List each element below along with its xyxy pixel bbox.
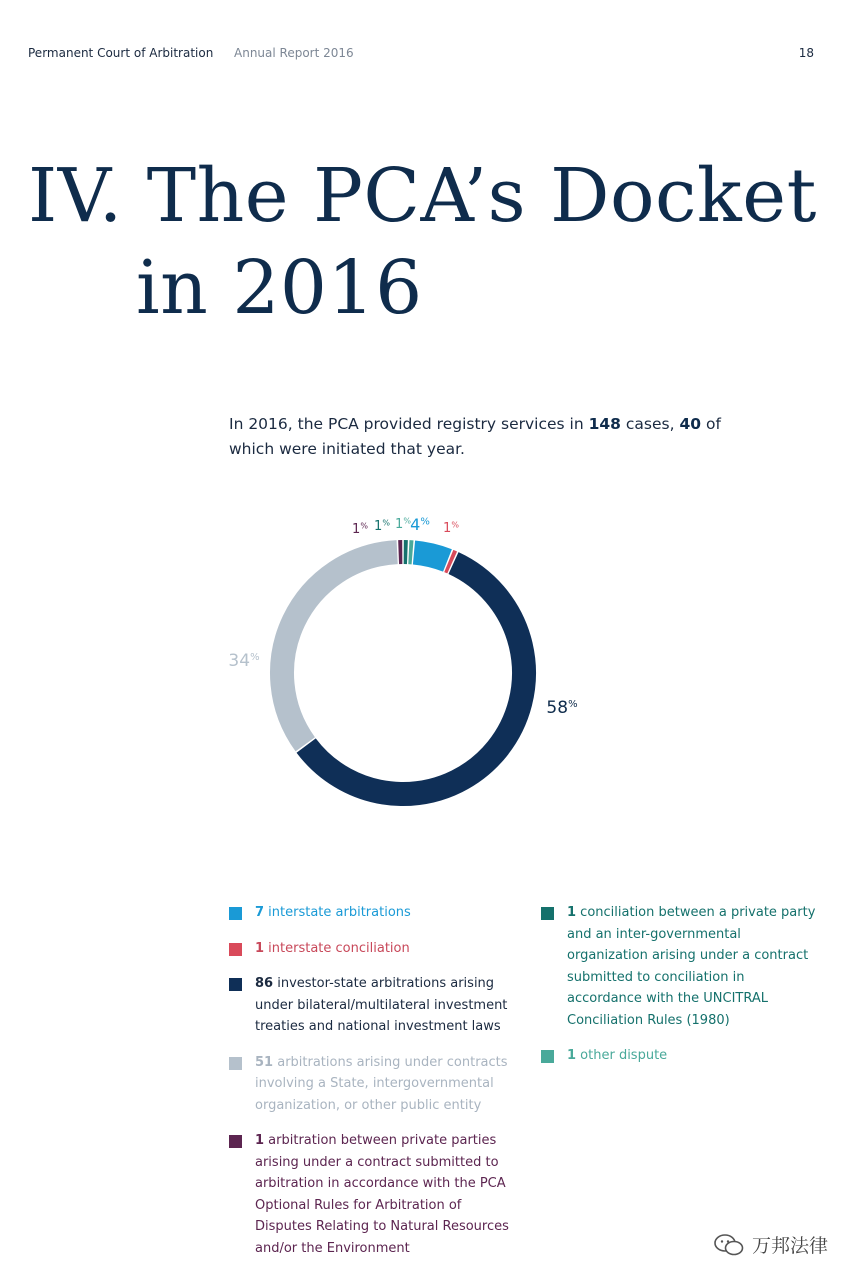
legend-swatch <box>541 1050 554 1063</box>
donut-slice-arbitrations-arising-under-contracts <box>282 552 397 744</box>
legend-right <box>541 902 816 1081</box>
legend-count: 1 <box>255 940 265 956</box>
legend-text: investor-state arbitrations arising under bilateral/multilateral investment treaties and national investment laws <box>255 976 508 1034</box>
page-title <box>28 150 817 334</box>
legend-count: 51 <box>255 1054 274 1070</box>
donut-label-investor-state-arbitrations: 58% <box>546 698 578 718</box>
donut-label-other-dispute: 1% <box>395 516 411 532</box>
donut-label-conciliation: 1% <box>374 518 390 534</box>
legend-swatch <box>229 1057 242 1070</box>
legend-text: conciliation between a private party and an inter-governmental organization arising under a contract submitted to conciliation in accordance with the UNCITRAL Conciliation Rules (1980) <box>567 905 816 1028</box>
legend-text: arbitrations arising under contracts involving a State, intergovernmental organization, or other public entity <box>255 1054 508 1113</box>
watermark <box>714 1231 828 1258</box>
legend-count: 86 <box>255 976 274 991</box>
legend-left <box>229 902 519 1273</box>
donut-slice-interstate-arbitrations <box>414 553 447 561</box>
page-number: 18 <box>798 46 814 60</box>
wechat-icon <box>714 1234 744 1256</box>
header-org: Permanent Court of Arbitration <box>28 46 214 60</box>
legend-left-item <box>229 938 519 960</box>
legend-swatch <box>229 907 242 920</box>
donut-slices <box>282 552 524 794</box>
legend-right-item <box>541 1045 816 1067</box>
legend-left-item <box>229 1052 519 1117</box>
donut-label-arbitrations-arising-under-contracts: 34% <box>228 651 260 671</box>
legend-count: 1 <box>567 905 577 920</box>
legend-left-item <box>229 973 519 1038</box>
legend-count: 1 <box>567 1048 577 1063</box>
intro-initiated-cases: 40 <box>679 415 702 433</box>
intro-total-cases: 148 <box>588 415 621 433</box>
legend-left-item <box>229 902 519 924</box>
donut-chart <box>210 500 630 830</box>
intro-part-3: of which were initiated that year. <box>229 415 721 458</box>
legend-text: arbitration between private parties arising under a contract submitted to arbitration in accordance with the PCA Optional Rules for Arbitration of Disputes Relating to Natural Resources and/or the Environment <box>255 1133 509 1256</box>
watermark-text: 万邦法律 <box>751 1235 828 1257</box>
legend-swatch <box>229 1135 242 1148</box>
legend-swatch <box>229 943 242 956</box>
donut-slice-investor-state-arbitrations <box>306 563 524 794</box>
title-line-2: in 2016 <box>136 245 423 331</box>
legend-count: 1 <box>255 1133 265 1148</box>
legend-text: interstate conciliation <box>264 940 410 956</box>
legend-left-item <box>229 1130 519 1259</box>
legend-swatch <box>541 907 554 920</box>
donut-slice-interstate-conciliation <box>449 561 452 562</box>
legend-swatch <box>229 978 242 991</box>
donut-label-interstate-arbitrations: 4% <box>410 515 430 534</box>
legend-right-item <box>541 902 816 1031</box>
intro-part-2: cases, <box>620 415 680 433</box>
header-report: Annual Report 2016 <box>234 46 354 60</box>
intro-text <box>229 412 749 462</box>
legend-text: other dispute <box>576 1048 668 1063</box>
legend-text: interstate arbitrations <box>264 905 411 920</box>
donut-label-interstate-conciliation: 1% <box>443 520 459 536</box>
legend-count: 7 <box>255 905 265 920</box>
title-line-1: IV. The PCA’s Docket <box>28 153 817 239</box>
donut-label-arbitration-between-private-parties: 1% <box>352 521 368 537</box>
intro-part-1: In 2016, the PCA provided registry services in <box>229 415 589 433</box>
